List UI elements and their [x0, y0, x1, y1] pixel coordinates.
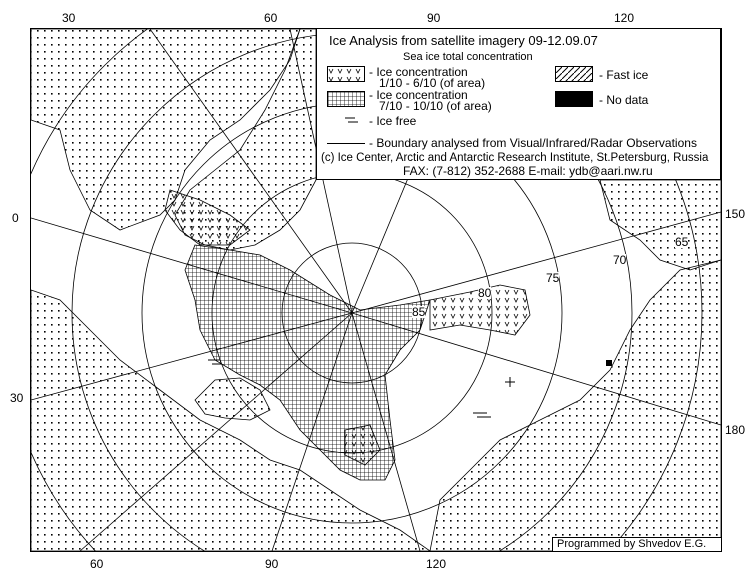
legend-box	[316, 28, 721, 180]
no-data-swatch	[555, 91, 593, 107]
low-concentration-swatch	[327, 66, 365, 82]
lon-label-right-1: 150	[725, 207, 746, 221]
legend-high-conc-line1: - Ice concentration	[369, 88, 468, 102]
legend-subtitle: Sea ice total concentration	[403, 51, 533, 63]
legend-ice-free: - Ice free	[369, 114, 417, 128]
lon-label-top-3: 90	[427, 11, 441, 25]
lon-label-left-2: 30	[10, 391, 24, 405]
lat-label-85: 85	[412, 305, 426, 319]
lon-label-bottom-2: 90	[265, 557, 279, 571]
legend-boundary: - Boundary analysed from Visual/Infrared/Radar Observations	[369, 136, 697, 150]
high-concentration-swatch	[327, 91, 365, 107]
boundary-line-symbol	[327, 143, 365, 144]
fast-ice-swatch	[555, 66, 593, 82]
lat-label-70: 70	[613, 253, 627, 267]
lon-label-left-1: 0	[12, 211, 19, 225]
legend-low-conc-line1: - Ice concentration	[369, 65, 468, 79]
lon-label-top-2: 60	[264, 11, 278, 25]
lon-label-bottom-3: 120	[426, 557, 447, 571]
ice-free-symbol	[341, 115, 361, 125]
legend-contact: FAX: (7-812) 352-2688 E-mail: ydb@aari.nw.ru	[403, 164, 653, 178]
legend-no-data: - No data	[599, 93, 649, 107]
legend-high-conc-line2: 7/10 - 10/10 (of area)	[379, 99, 492, 113]
lat-label-75: 75	[546, 271, 560, 285]
lon-label-bottom-1: 60	[90, 557, 104, 571]
lon-label-right-2: 180	[725, 423, 746, 437]
lon-label-top-4: 120	[614, 11, 635, 25]
legend-fast-ice: - Fast ice	[599, 68, 649, 82]
credit-box: Programmed by Shvedov E.G.	[552, 537, 722, 552]
legend-title: Ice Analysis from satellite imagery 09-12.09.07	[329, 33, 598, 48]
lat-label-80: 80	[478, 286, 492, 300]
lon-label-top-1: 30	[62, 11, 76, 25]
legend-low-conc-line2: 1/10 - 6/10 (of area)	[379, 76, 486, 90]
lat-label-65: 65	[675, 235, 689, 249]
legend-copyright: (c) Ice Center, Arctic and Antarctic Research Institute, St.Petersburg, Russia	[321, 152, 709, 164]
